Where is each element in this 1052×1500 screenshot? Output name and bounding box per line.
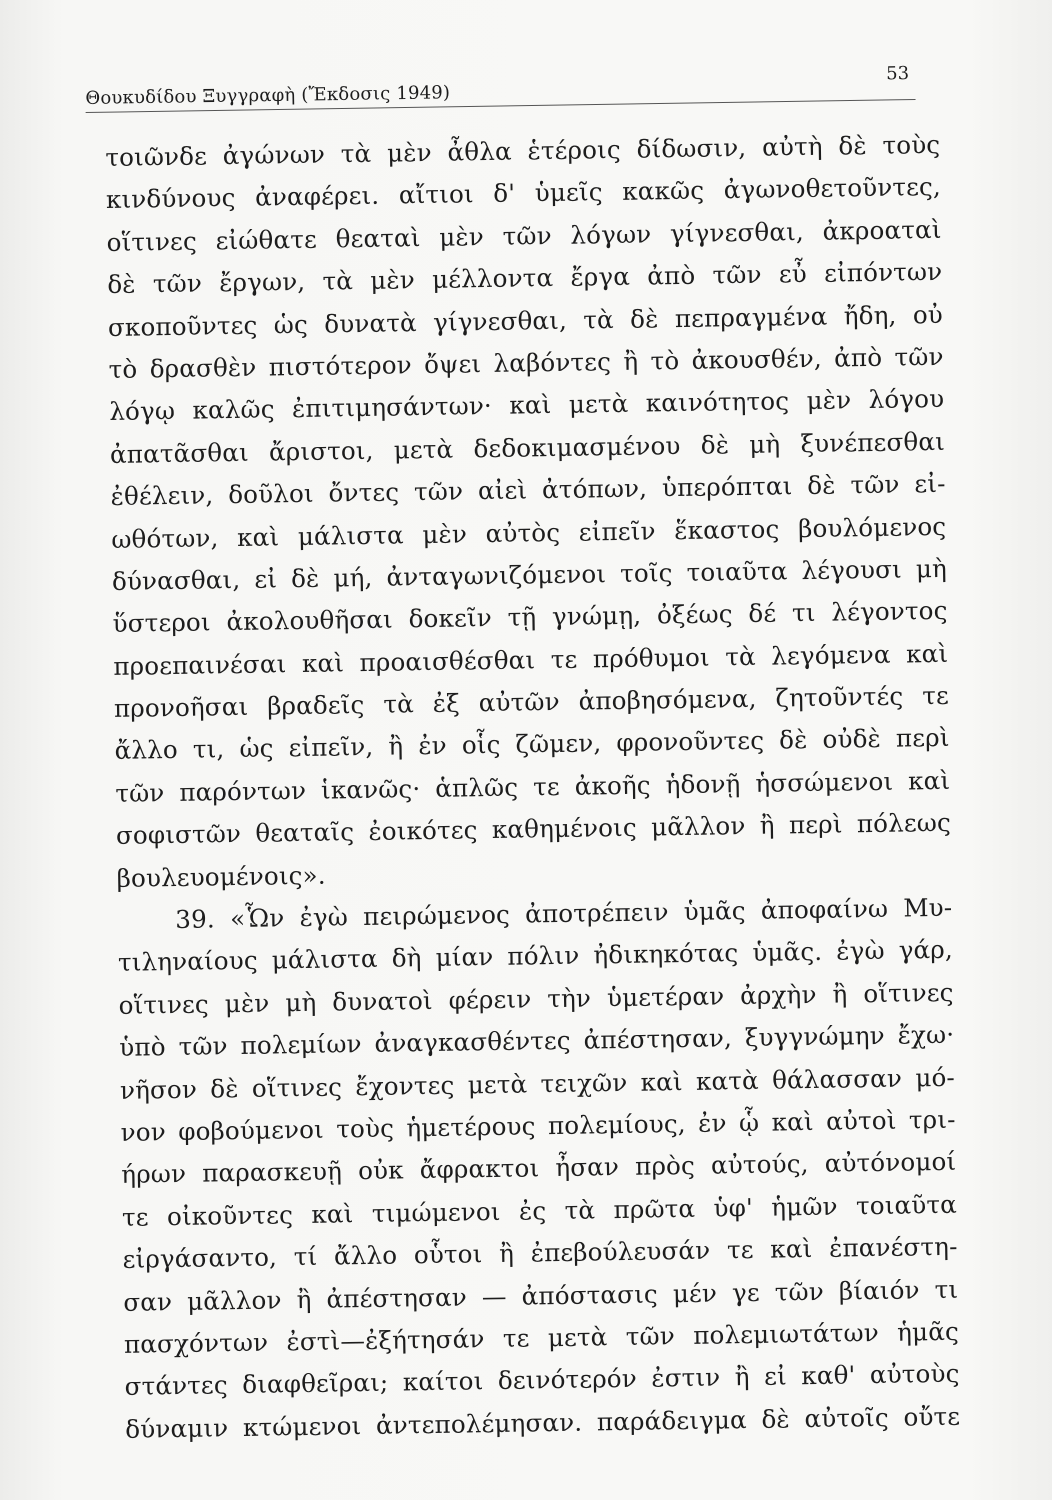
text-line: λόγῳ καλῶς ἐπιτιμησάντων· καὶ μετὰ καινότητος μὲν λόγου (109, 384, 945, 427)
text-line: εἰργάσαντο, τί ἄλλο οὗτοι ἢ ἐπεβούλευσάν τε καὶ ἐπανέστη- (122, 1231, 958, 1275)
text-line: νον φοβούμενοι τοὺς ἡμετέρους πολεμίους, ἐν ᾧ καὶ αὐτοὶ τρι- (120, 1104, 956, 1147)
text-line: σοφιστῶν θεαταῖς ἐοικότες καθημένοις μᾶλλον ἢ περὶ πόλεως (115, 808, 952, 851)
text-line: προεπαινέσαι καὶ προαισθέσθαι τε πρόθυμοι τὰ λεγόμενα καὶ (113, 638, 949, 681)
text-line: τιληναίους μάλιστα δὴ μίαν πόλιν ἠδικηκότας ὑμᾶς. ἐγὼ γάρ, (117, 935, 954, 978)
text-line: νῆσον δὲ οἵτινες ἔχοντες μετὰ τειχῶν καὶ κατὰ θάλασσαν μό- (119, 1062, 956, 1105)
text-line: τε οἰκοῦντες καὶ τιμώμενοι ἐς τὰ πρῶτα ὑφ' ἡμῶν τοιαῦτα (121, 1189, 958, 1232)
text-line: δύνασθαι, εἰ δὲ μή, ἀνταγωνιζόμενοι τοῖς τοιαῦτα λέγουσι μὴ (111, 553, 948, 596)
text-line: ωθότων, καὶ μάλιστα μὲν αὐτὸς εἰπεῖν ἕκαστος βουλόμενος (111, 511, 947, 554)
text-line: τὸ δρασθὲν πιστότερον ὄψει λαβόντες ἢ τὸ ἀκουσθέν, ἀπὸ τῶν (108, 341, 944, 384)
text-line: ἐθέλειν, δοῦλοι ὄντες τῶν αἰεὶ ἀτόπων, ὑπερόπται δὲ τῶν εἰ- (110, 468, 946, 512)
text-line: ήρων παρασκευῇ οὐκ ἄφρακτοι ἦσαν πρὸς αὐτούς, αὐτόνομοί (121, 1147, 957, 1190)
text-line: κινδύνους ἀναφέρει. αἴτιοι δ' ὑμεῖς κακῶς ἀγωνοθετοῦντες, (105, 172, 942, 215)
text-line: ἄλλο τι, ὡς εἰπεῖν, ἢ ἐν οἷς ζῶμεν, φρονοῦντες δὲ οὐδὲ περὶ (114, 723, 950, 766)
chapter-39-first-line: 39. «Ὧν ἐγὼ πειρώμενος ἀποτρέπειν ὑμᾶς ἀποφαίνω Μυ- (175, 892, 953, 935)
greek-text-body (105, 124, 961, 1451)
text-line: ὑπὸ τῶν πολεμίων ἀναγκασθέντες ἀπέστησαν, ξυγγνώμην ἔχω· (119, 1019, 955, 1063)
text-line: τοιῶνδε ἀγώνων τὰ μὲν ἆθλα ἑτέροις δίδωσιν, αὐτὴ δὲ τοὺς (105, 129, 941, 172)
page-header (85, 59, 916, 112)
text-line: σαν μᾶλλον ἢ ἀπέστησαν — ἀπόστασις μέν γε τῶν βίαιόν τι (123, 1274, 959, 1317)
text-line: σκοποῦντες ὡς δυνατὰ γίγνεσθαι, τὰ δὲ πεπραγμένα ἤδη, οὐ (107, 299, 944, 342)
text-line: οἵτινες μὲν μὴ δυνατοὶ φέρειν τὴν ὑμετέραν ἀρχὴν ἢ οἵτινες (118, 977, 954, 1020)
text-line: δύναμιν κτώμενοι ἀντεπολέμησαν. παράδειγμα δὲ αὐτοῖς οὔτε (125, 1401, 961, 1444)
running-title: Θουκυδίδου Ξυγγραφὴ (Ἔκδοσις 1949) (85, 82, 451, 109)
text-line: βουλευομένοις». (116, 860, 326, 893)
text-line: ὕστεροι ἀκολουθῆσαι δοκεῖν τῇ γνώμῃ, ὀξέως δέ τι λέγοντος (112, 596, 948, 639)
text-line: στάντες διαφθεῖραι; καίτοι δεινότερόν ἐστιν ἢ εἰ καθ' αὐτοὺς (124, 1359, 960, 1402)
text-line: πασχόντων ἐστὶ—ἐξήτησάν τε μετὰ τῶν πολεμιωτάτων ἡμᾶς (123, 1316, 960, 1359)
text-line: οἵτινες εἰώθατε θεαταὶ μὲν τῶν λόγων γίγνεσθαι, ἀκροαταὶ (106, 214, 942, 257)
page-number: 53 (886, 63, 910, 85)
text-line: ἀπατᾶσθαι ἄριστοι, μετὰ δεδοκιμασμένου δὲ μὴ ξυνέπεσθαι (109, 426, 946, 469)
text-line: δὲ τῶν ἔργων, τὰ μὲν μέλλοντα ἔργα ἀπὸ τῶν εὖ εἰπόντων (107, 257, 943, 300)
text-line: προνοῆσαι βραδεῖς τὰ ἐξ αὐτῶν ἀποβησόμενα, ζητοῦντές τε (113, 680, 950, 724)
text-line: τῶν παρόντων ἱκανῶς· ἁπλῶς τε ἀκοῆς ἡδονῇ ἡσσώμενοι καὶ (115, 765, 951, 808)
